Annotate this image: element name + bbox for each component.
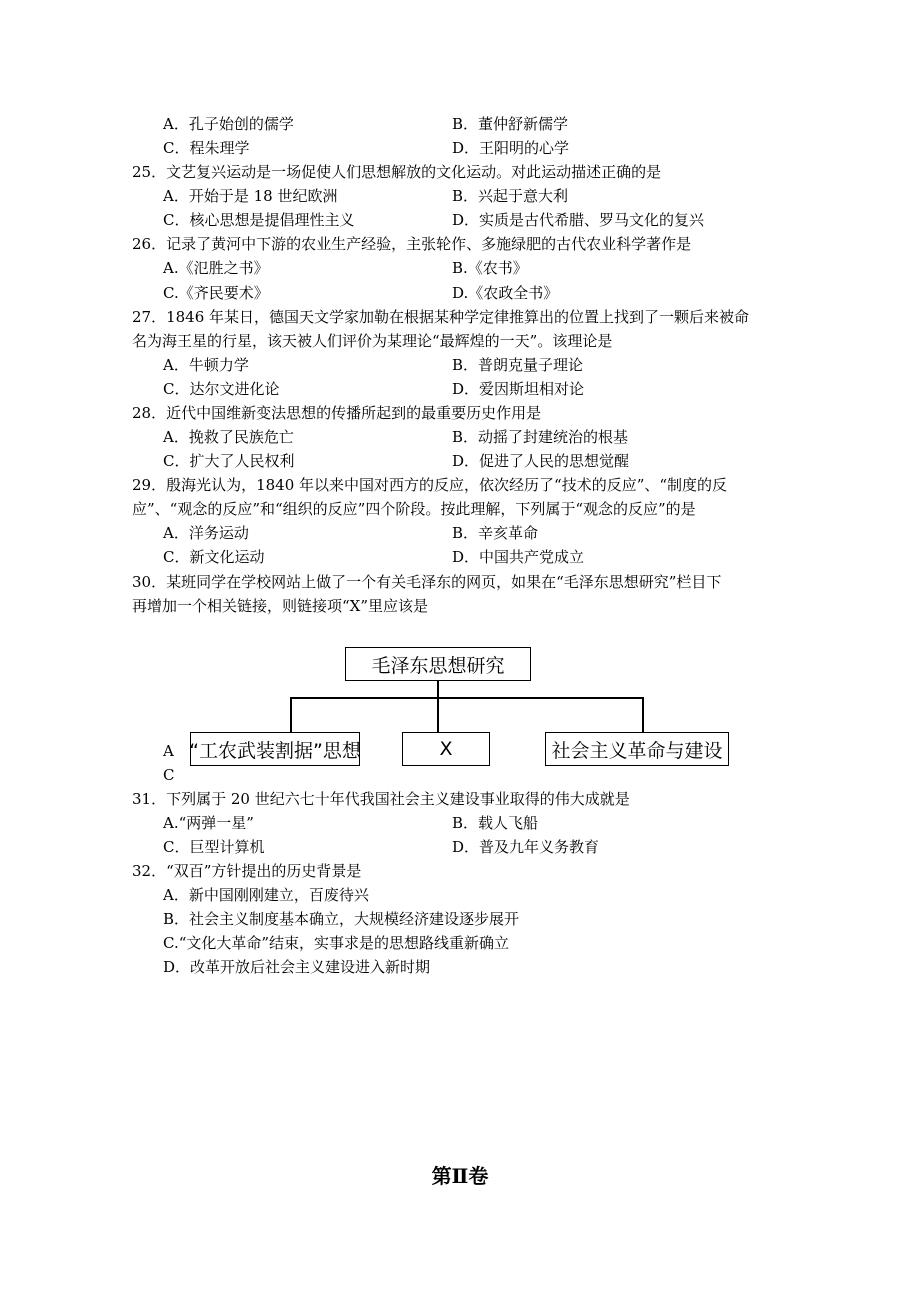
q27-option-a: A．牛顿力学 <box>163 356 249 374</box>
q30-stray-a: A <box>163 742 174 760</box>
q29-option-c: C．新文化运动 <box>163 548 265 566</box>
q28-option-a: A．挽救了民族危亡 <box>163 428 294 446</box>
q24-option-c: C．程朱理学 <box>163 139 250 157</box>
diagram-root-box <box>345 647 531 681</box>
q28-option-d: D．促进了人民的思想觉醒 <box>452 452 630 470</box>
diagram-left-box <box>190 732 360 766</box>
q29-option-d: D．中国共产党成立 <box>452 548 585 566</box>
q29-option-a: A．洋务运动 <box>163 524 249 542</box>
q32-option-b: B．社会主义制度基本确立，大规模经济建设逐步展开 <box>163 910 520 928</box>
q25-option-d: D．实质是古代希腊、罗马文化的复兴 <box>452 211 705 229</box>
q30-stray-c: C <box>163 766 175 784</box>
q26-option-c: C.《齐民要术》 <box>163 284 269 302</box>
q25-option-a: A．开始于是 18 世纪欧洲 <box>163 187 338 205</box>
diagram-left-label: “工农武装割据”思想 <box>189 739 361 762</box>
q32-option-a: A．新中国刚刚建立，百废待兴 <box>163 886 369 904</box>
q28-option-c: C．扩大了人民权利 <box>163 452 295 470</box>
diagram-connector-left <box>290 697 292 732</box>
q24-option-d: D．王阳明的心学 <box>452 139 570 157</box>
q26-option-d: D.《农政全书》 <box>452 284 559 302</box>
q24-option-b: B．董仲舒新儒学 <box>452 115 569 133</box>
q25-option-b: B．兴起于意大利 <box>452 187 569 205</box>
q26-option-a: A.《氾胜之书》 <box>163 259 269 277</box>
q28-option-b: B．动摇了封建统治的根基 <box>452 428 629 446</box>
q30-stem-line1: 30．某班同学在学校网站上做了一个有关毛泽东的网页，如果在“毛泽东思想研究”栏目下 <box>132 573 722 591</box>
diagram-middle-box <box>402 732 490 766</box>
diagram-root-label: 毛泽东思想研究 <box>371 654 505 677</box>
q29-stem-line2: 应”、“观念的反应”和“组织的反应”四个阶段。按此理解，下列属于“观念的反应”的是 <box>132 500 696 518</box>
q24-option-a: A．孔子始创的儒学 <box>163 115 294 133</box>
q27-stem-line2: 名为海王星的行星，该天被人们评价为某理论“最辉煌的一天”。该理论是 <box>132 332 613 350</box>
q28-stem: 28．近代中国维新变法思想的传播所起到的最重要历史作用是 <box>132 404 542 422</box>
q31-option-c: C．巨型计算机 <box>163 838 265 856</box>
q29-stem-line1: 29．殷海光认为，1840 年以来中国对西方的反应，依次经历了“技术的反应”、“制度的反 <box>132 476 728 494</box>
q26-stem: 26．记录了黄河中下游的农业生产经验，主张轮作、多施绿肥的古代农业科学著作是 <box>132 235 692 253</box>
q32-option-d: D．改革开放后社会主义建设进入新时期 <box>163 958 431 976</box>
q26-option-b: B.《农书》 <box>452 259 528 277</box>
diagram-connector-middle <box>437 697 439 732</box>
diagram-middle-label: X <box>439 738 453 760</box>
q31-option-a: A.“两弹一星” <box>163 814 254 832</box>
q25-option-c: C．核心思想是提倡理性主义 <box>163 211 355 229</box>
q29-option-b: B．辛亥革命 <box>452 524 539 542</box>
diagram-connector-root <box>437 681 439 697</box>
q27-option-b: B．普朗克量子理论 <box>452 356 584 374</box>
section-title: 第Ⅱ卷 <box>431 1164 489 1188</box>
q25-stem: 25．文艺复兴运动是一场促使人们思想解放的文化运动。对此运动描述正确的是 <box>132 163 662 181</box>
diagram-right-box <box>545 732 729 766</box>
q32-option-c: C.“文化大革命”结束，实事求是的思想路线重新确立 <box>163 934 510 952</box>
q27-stem-line1: 27．1846 年某日，德国天文学家加勒在根据某种学定律推算出的位置上找到了一颗后来被命 <box>132 308 750 326</box>
diagram-right-label: 社会主义革命与建设 <box>551 739 723 762</box>
diagram-connector-bus <box>290 697 643 699</box>
diagram-connector-right <box>642 697 644 732</box>
q32-stem: 32．“双百”方针提出的历史背景是 <box>132 862 362 880</box>
q31-option-b: B．载人飞船 <box>452 814 539 832</box>
q27-option-c: C．达尔文进化论 <box>163 380 280 398</box>
q31-option-d: D．普及九年义务教育 <box>452 838 600 856</box>
q31-stem: 31．下列属于 20 世纪六七十年代我国社会主义建设事业取得的伟大成就是 <box>132 790 630 808</box>
q30-stem-line2: 再增加一个相关链接，则链接项“X”里应该是 <box>132 597 429 615</box>
q27-option-d: D．爱因斯坦相对论 <box>452 380 585 398</box>
